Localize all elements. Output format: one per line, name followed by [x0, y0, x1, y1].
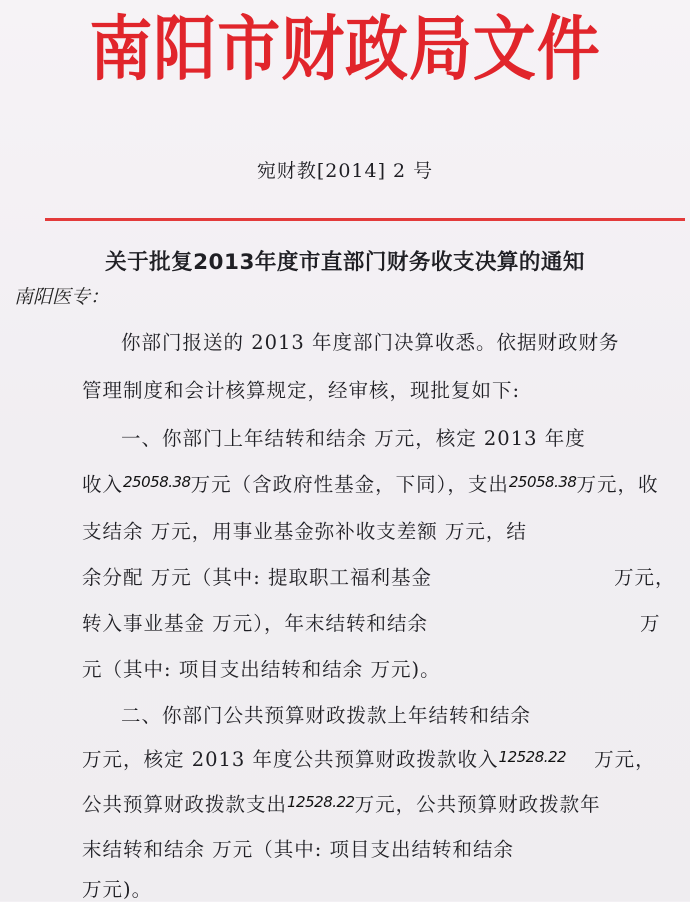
section-1-line-6: 元（其中: 项目支出结转和结余 万元)。	[82, 658, 441, 681]
document-number: 宛财教[2014] 2 号	[256, 160, 434, 182]
notice-title: 关于批复2013年度市直部门财务收支决算的通知	[105, 250, 585, 275]
section-2-line-3	[82, 789, 601, 817]
paragraph-1-line-2: 管理制度和会计核算规定，经审核，现批复如下:	[82, 379, 521, 402]
section-2-line-2	[82, 744, 656, 772]
handwritten-appropriation-income: 12528.22	[498, 748, 567, 766]
addressee-colon: ：	[90, 286, 110, 308]
section-2-expense-label: 公共预算财政拨款支出	[82, 793, 288, 816]
section-2-line-4: 末结转和结余 万元（其中: 项目支出结转和结余	[82, 838, 514, 861]
section-2-expense-text: 万元，公共预算财政拨款年	[354, 793, 601, 816]
section-1-income-label: 收入	[82, 473, 124, 496]
section-2-line-1: 二、你部门公共预算财政拨款上年结转和结余	[121, 704, 532, 727]
section-2-income-unit: 万元，	[594, 748, 656, 771]
handwritten-income: 25058.38	[123, 473, 191, 491]
red-separator-line	[45, 218, 685, 221]
section-1-line-4-end: 万元，	[614, 566, 676, 589]
document-masthead: 南阳市财政局文件	[89, 8, 601, 90]
section-2-income-label: 万元，核定 2013 年度公共预算财政拨款收入	[82, 748, 499, 771]
section-1-line-5-end: 万	[640, 612, 661, 635]
section-1-line-5: 转入事业基金 万元），年末结转和结余	[82, 612, 428, 635]
addressee-handwritten: 南阳医专	[14, 286, 91, 308]
handwritten-expense: 25058.38	[508, 473, 577, 491]
section-1-line-3: 支结余 万元，用事业基金弥补收支差额 万元，结	[82, 520, 527, 543]
section-1-line-1: 一、你部门上年结转和结余 万元，核定 2013 年度	[121, 427, 586, 450]
handwritten-appropriation-expense: 12528.22	[287, 793, 355, 811]
section-1-line-2	[82, 469, 658, 497]
addressee	[14, 282, 109, 309]
section-1-expense-text: 万元，收	[576, 473, 659, 496]
section-1-line-4: 余分配 万元（其中: 提取职工福利基金	[82, 566, 432, 589]
section-2-line-5: 万元)。	[82, 878, 153, 901]
section-1-income-text: 万元（含政府性基金，下同），支出	[190, 473, 509, 496]
paragraph-1-line-1: 你部门报送的 2013 年度部门决算收悉。依据财政财务	[121, 331, 620, 354]
